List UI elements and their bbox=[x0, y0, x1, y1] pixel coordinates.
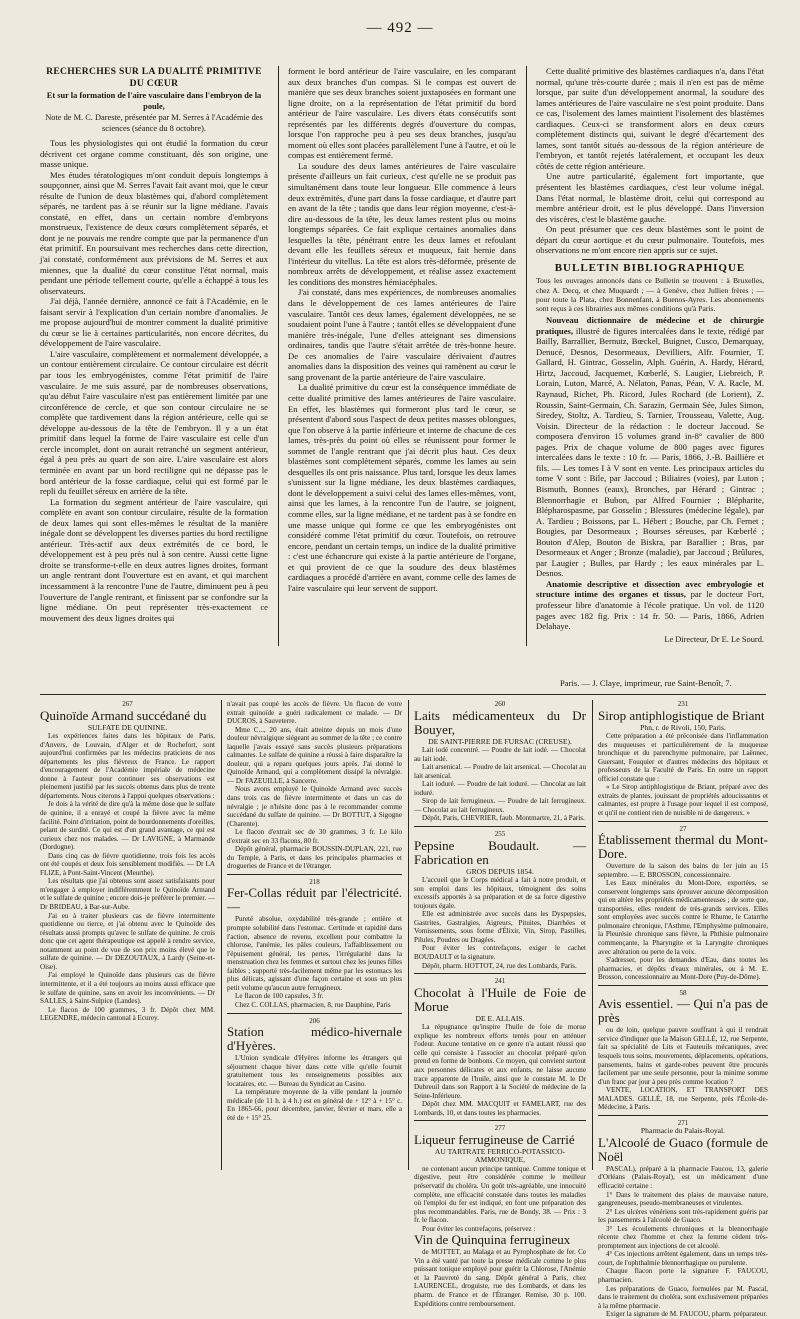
editor-signature: Le Directeur, Dr E. Le Sourd. bbox=[664, 634, 764, 644]
article-paragraph: forment le bord antérieur de l'aire vasculaire, en les comparant aux deux branches d'un compas. Si le compas est ouvert de manière que ses deux branches soient juxtaposées en formant une ligne droite, on a la représentation de l'état primitif du bord antérieur de l'aire vasculaire. Les divers états consécutifs sont représentés par les différents degrés d'ouverture du compas, lorsque l'on rapproche peu à peu ses deux branches, jusqu'au moment où elles sont placées parallèlement l'une à l'autre, et où le compas est entièrement fermé. bbox=[288, 66, 516, 161]
ad-text: « Le Sirop antiphlogistique de Briant, préparé avec des extraits de plantes, jouissant de propriétés adoucissantes et calmantes, est propre à l'usage pour lequel il est composé, et qu'il ne contient rien de nuisible ni de dangereux. » bbox=[598, 783, 768, 818]
ad-title: Liqueur ferrugineuse de Carrié bbox=[414, 1131, 575, 1147]
ad-separator bbox=[598, 821, 768, 822]
article-paragraph: Mes études tératologiques m'ont conduit depuis longtemps à soupçonner, ainsi que M. Serres l'avait fait avant moi, que le cœur résulte de l'union de deux blastèmes qui, d'abord complètement séparés, ne tardent pas à se réunir sur la ligne médiane. J'avais constaté, en effet, dans un certain nombre d'embryons monstrueux, l'existence de deux cœurs complètement séparés, et dont je ne pouvais me rendre compte que par la permanence d'un état primitif. En poursuivant mes recherches dans cette direction, j'ai constaté, conformément aux prévisions de M. Serres et aux miennes, que la dualité du cœur constitue l'état normal, mais pendant une période tellement courte, qu'elle a échappé à tous les observateurs. bbox=[40, 169, 268, 296]
section-divider bbox=[582, 259, 719, 260]
ad-text: n'avait pas coupé les accès de fièvre. Un flacon de votre extrait quinoïde a guéri radicalement ce malade. — Dr DUCROS, à Sauveterre. bbox=[227, 700, 402, 726]
bulletin-intro: Tous les ouvrages annoncés dans ce Bulletin se trouvent : à Bruxelles, chez A. Decq, et chez Muquardt ; — à Genève, chez Jullien frères ; — pour toute la Plata, chez Bonnenfant, à Buenos-Ayres. Les abonnements sont reçus à ces librairies aux mêmes conditions qu'à Paris. bbox=[536, 276, 764, 313]
ad-text: Dans cinq cas de fièvre quotidienne, trois fois les accès ont été coupés et deux fois sensiblement modifiés. — Dr LA FLIZE, à Pont-Saint-Vincent (Meurthe). bbox=[40, 851, 215, 877]
ad-text: Mme C..., 20 ans, était atteinte depuis un mois d'une douleur névralgique siégeant au sommet de la tête ; ce contre laquelle j'avais essayé sans succès plusieurs préparations calmantes. Le sulfate de quinine a réussi à faire disparaître la douleur, qui a reparu quelques jours après. J'ai donné le Quinoïde Armand, qui a complètement dissipé la névralgie. — Dr FAZEUILLE, à Sancerre. bbox=[227, 725, 402, 785]
ad-text: J'ai eu à traiter plusieurs cas de fièvre intermittente quotidienne ou tierce, et j'ai obtenu avec le Quinoïde des résultats aussi prompts qu'avec le sulfate de quinine. Je crois donc que cet agent thérapeutique est appelé à rendre service, notamment au point de vue de son prix moins élevé que le sulfate de quinine. — Dr DEZOUTAUX, à Lardy (Seine-et-Oise). bbox=[40, 911, 215, 971]
ad-number: 27 bbox=[679, 824, 687, 833]
ad-text: ou de loin, quelque pauvre souffrant à qui il rendrait service d'indiquer que la Maison GELLÉ, 12, rue Serpente, fait sa spécialité de Lits et Fauteuils mécaniques, avec lesquels tous soins, mouvements, déplacements, opérations, pansements, bains et garde-robes peuvent être procurés facilement par une seule personne, pour la minime somme d'un franc par jour à peu près comme location ? bbox=[598, 1026, 768, 1086]
ads-column-4 bbox=[598, 700, 768, 1319]
ad-text: Dépôt chez MM. MACQUIT et FAMELART, rue des Lombards, 10, et dans toutes les pharmacies. bbox=[414, 1100, 586, 1117]
article-paragraph: Cette dualité primitive des blastèmes cardiaques n'a, dans l'état normal, qu'une très-courte durée ; mais il n'en est pas de même lorsque, par suite d'un développement anormal, la soudure des lames antérieures de l'aire vasculaire ne s'est point produite. Dans ce cas, l'isolement des lames maintient l'isolement des blastèmes cardiaques. Ceux-ci se transforment alors en deux cœurs complètement distincts qui, suivant le degré d'écartement des lames, sont tantôt situés au-dessous de la région antérieure de l'embryon, et tantôt rejetés latéralement, et occupant les deux côtés de cette région antérieure. bbox=[536, 66, 764, 171]
ad-title: Station médico-hivernale d'Hyères. bbox=[227, 1024, 402, 1054]
article-paragraph: On peut présumer que ces deux blastèmes sont le point de départ du cœur aortique et du cœur pulmonaire. Toutefois, mes observations ne m'ont encore rien appris sur ce sujet. bbox=[536, 224, 764, 256]
ad-text: de MOTTET, au Malaga et au Pyrophosphate de fer. Ce Vin a été vanté par toute la presse médicale comme le plus puissant tonique employé pour guérir la Chlorose, l'Anémie et la Pauvreté du sang. Dépôt général à Paris, chez LAURENCEL, droguiste, rue des Lombards, et dans les pharm. de France et de l'Étranger. Remise, 30 p. 100. Expéditions contre remboursement. bbox=[414, 1248, 586, 1308]
ads-column-2 bbox=[227, 700, 402, 1170]
ad-text: Lait arsenical. — Poudre de lait arsenical. — Chocolat au lait arsenical. bbox=[414, 763, 586, 780]
ad-title: Quinoïde Armand succédané du bbox=[40, 707, 207, 723]
bulletin-title: BULLETIN BIBLIOGRAPHIQUE bbox=[554, 261, 746, 274]
ad-text: Les résultats que j'ai obtenus sont assez satisfaisants pour m'engager à employer indifféremment le Quinoïde Armand et le sulfate de quinine ; encore dois-je préférer le premier. — Dr BRIDEAU, à Bar-sur-Aube. bbox=[40, 877, 215, 912]
ad-separator bbox=[414, 973, 586, 974]
bulletin-entry bbox=[536, 579, 764, 632]
ad-text: Chez C. COLLAS, pharmacien, 8, rue Dauphine, Paris bbox=[235, 1000, 391, 1009]
ad-text: 1° Dans le traitement des plaies de mauvaise nature, gangreneuses, pseudo-membraneuses et virulentes. bbox=[598, 1190, 768, 1208]
article-note: Note de M. C. Dareste, présentée par M. Serres à l'Académie des sciences (séance du 8 octobre). bbox=[45, 113, 263, 133]
article-paragraph: J'ai constaté, dans mes expériences, de nombreuses anomalies dans le développement de ces lames antérieures de l'aire vasculaire. Tantôt ces deux lames, également développées, ne se soudaient point l'une à l'autre ; tantôt elles se développaient d'une manière très-inégale, l'une d'elles atteignant ses dimensions ordinaires, tandis que l'autre s'était arrêtée de très-bonne heure. De ces anomalies de l'aire vasculaire dérivaient d'autres anomalies dans la disposition des veines qui ramènent au cœur le sang provenant de la partie antérieure de l'aire vasculaire. bbox=[288, 287, 516, 382]
article-paragraph: Une autre particularité, également fort importante, que présentent les blastèmes cardiaques, c'est leur volume inégal. Dans l'état normal, le blastème droit, celui qui correspond au membre antérieur droit, est le plus développé. Dans l'inversion des viscères, c'est le blastème gauche. bbox=[536, 171, 764, 224]
ad-text: 4° Ces injections arrêtent également, dans un temps très-court, de l'ophthalmie blennorrhagique ou purulente. bbox=[598, 1250, 768, 1267]
ad-text: PASCAL), préparé à la pharmacie Faucou, 13, galerie d'Orléans (Palais-Royal), est un médicament d'une efficacité certaine : bbox=[598, 1164, 768, 1190]
column-divider bbox=[278, 66, 279, 646]
article-column-1 bbox=[40, 66, 268, 648]
ad-text: Pour éviter les contrefaçons, exiger le cachet BOUDAULT et la signature. bbox=[414, 944, 586, 962]
article-column-2 bbox=[288, 66, 516, 648]
ad-text: ne contenant aucun principe tannique. Comme tonique et digestive, peut être considérée comme le meilleur préservatif du choléra. Un goût très-agréable, une innocuité complète, une efficacité constatée dans toutes les maladies où l'emploi du fer est indiqué, en font une préparation des plus recommandables. Paris, rue de Bondy, 38. — Prix : 3 fr. le flacon. bbox=[414, 1164, 586, 1225]
page-number: — 492 — bbox=[366, 20, 434, 36]
article-title: RECHERCHES SUR LA DUALITÉ PRIMITIVE DU CŒUR bbox=[46, 66, 262, 89]
ad-separator bbox=[227, 874, 402, 875]
ad-number: 277 bbox=[494, 1124, 506, 1133]
bulletin-entry-body: par le docteur Fort, professeur libre d'anatomie à l'école pratique. Un vol. de 1120 pages avec 182 fig. Prix : 14 fr. 50. — Paris, 1866, Adrien Delahaye. bbox=[536, 589, 764, 632]
column-divider bbox=[526, 66, 527, 646]
column-divider bbox=[408, 700, 409, 1170]
article-subtitle: Et sur la formation de l'aire vasculaire dans l'embryon de la poule, bbox=[46, 91, 262, 111]
ad-text: Les préparations de Guaco, formulées par M. Pascal, dans le traitement du choléra, sont exclusivement préparées à la même pharmacie. bbox=[598, 1284, 768, 1310]
ad-subtitle: AU TARTRATE FERRICO-POTASSICO-AMMONIQUE, bbox=[434, 1146, 566, 1165]
article-paragraph: Tous les physiologistes qui ont étudié la formation du cœur décrivent cet organe comme constituant, dès son origine, une masse unique. bbox=[40, 138, 268, 170]
ad-text: Dépôt, Paris, CHEVRIER, faub. Montmartre, 21, à Paris. bbox=[422, 814, 585, 823]
ad-separator bbox=[414, 1120, 586, 1121]
ad-number: 260 bbox=[494, 700, 506, 708]
ad-separator bbox=[598, 985, 768, 986]
ad-subtitle: Phn, r. de Rivoli, 150, Paris. bbox=[640, 722, 726, 732]
ad-text: Lait ioduré. — Poudre de lait ioduré. — Chocolat au lait ioduré. bbox=[414, 780, 586, 797]
ad-text: Les expériences faites dans les hôpitaux de Paris, d'Anvers, de Louvain, d'Alger et de Rochefort, sont aujourd'hui confirmées par les médecins praticiens de nos départements les plus fiévreux de France. Le rapport d'encouragement de l'Académie impériale de médecine donne à l'auteur pour continuer ses observations est pleinement justifié par les succès obtenus dans plus de trente départements. Nous citerons à l'appui quelques observations : bbox=[40, 732, 215, 800]
article-paragraph: J'ai déjà, l'année dernière, annoncé ce fait à l'Académie, en le faisant servir à l'explication d'un certain nombre d'anomalies. Je me propose aujourd'hui de montrer comment la dualité primitive du cœur se lie à certaines particularités, non encore décrites, du développement de l'aire vasculaire. bbox=[40, 296, 268, 349]
ad-subtitle: SULFATE DE QUININE. bbox=[87, 722, 168, 732]
ad-number: 206 bbox=[309, 1016, 320, 1025]
ad-number: 231 bbox=[677, 700, 689, 708]
ad-text: Dépôt, pharm. HOTTOT, 24, rue des Lombards, Paris. bbox=[422, 961, 577, 970]
ad-subtitle: DE SAINT-PIERRE DE FURSAC (CREUSE). bbox=[428, 736, 572, 746]
ad-title: L'Alcoolé de Guaco (formule de Noël bbox=[598, 1134, 768, 1164]
ad-subtitle: Pharmacie du Palais-Royal. bbox=[640, 1126, 726, 1136]
ad-text: 3° Les écoulements chroniques et la blennorrhagie récente chez l'homme et chez la femme cèdent très-promptement aux injections de cet alcoolé. bbox=[598, 1224, 768, 1250]
ad-subtitle: GROS DEPUIS 1854. bbox=[466, 866, 534, 876]
ad-text: S'adresser, pour les demandes d'Eau, dans toutes les pharmacies, et dépôts d'eaux minérales, ou à M. E. Brosson, concessionnaire au Mont-Dore (Puy-de-Dôme). bbox=[598, 956, 768, 982]
ad-subtitle: DE E. ALLAIS. bbox=[475, 1013, 525, 1023]
ad-text: Chaque flacon porte la signature F. FAUCOU, pharmacien. bbox=[598, 1267, 768, 1284]
bulletin-entry bbox=[536, 315, 764, 579]
ad-text: Pureté absolue, oxydabilité très-grande ; entière et prompte solubilité dans l'estomac. Certitude et rapidité dans l'action, absence de revenu, excellent pour combattre la chlorose, l'anémie, les pâles couleurs, l'affaiblissement ou l'épuisement général, les pertes, l'irrégularité dans la menstruation chez les femmes et surtout chez les jeunes filles faibles ; supporté très-facilement même par les estomacs les plus délicats, agissant d'une façon certaine et sous un plus petit volume qu'aucun autre ferrugineux. bbox=[227, 915, 402, 992]
ad-title: Avis essentiel. — Qui n'a pas de près bbox=[598, 996, 768, 1026]
ad-number: 241 bbox=[494, 977, 506, 986]
ad-separator bbox=[598, 1115, 768, 1116]
article-column-3 bbox=[536, 66, 764, 666]
ad-title: Laits médicamenteux du Dr Bouyer, bbox=[414, 707, 586, 737]
article-paragraph: La formation du segment antérieur de l'aire vasculaire, qui complète en avant son contour circulaire, résulte de la formation de deux lames qui sont elles-mêmes le résultat de la manière inégale dont se développent les diverses parties du bord rectiligne antérieur. Très-actif aux deux extrémités de ce bord, le développement est à peu près nul à son centre. Aussi cette ligne droite se transforme-t-elle en deux autres lignes droites, formant un angle rentrant dont l'ouverture est en avant, et qui marchent incessamment à la rencontre l'une de l'autre, diminuent peu à peu l'ouverture de l'angle rentrant, et finissent par se confondre sur la ligne médiane. On peut représenter très-exactement ce mouvement des deux lignes droites qui bbox=[40, 496, 268, 623]
ad-text: Elle est administrée avec succès dans les Dyspepsies, Gastrites, Gastralgies, Aigreurs, Pituites, Diarrhées et Vomissements, sous forme d'Élixir, Vin, Sirop, Pastilles, Pilules, Poudres ou Dragées. bbox=[414, 910, 586, 944]
ad-title: Sirop antiphlogistique de Briant bbox=[598, 707, 765, 723]
ad-number: 218 bbox=[309, 877, 320, 886]
ad-separator bbox=[227, 1013, 402, 1014]
ad-text: Le flacon de 100 grammes, 3 fr. Dépôt chez MM. LEGENDRE, médecin cantonal à Ecurey. bbox=[40, 1005, 215, 1023]
ad-number: 255 bbox=[494, 830, 506, 839]
bulletin-entry-head: Nouveau dictionnaire de médecine et de chirurgie pratiques, bbox=[536, 315, 764, 336]
ad-text: Cette préparation a été préconisée dans l'inflammation des muqueuses et particulièrement de la muqueuse bronchique et du parenchyme pulmonaire, par Laënnec, Guersant, Fouquier et d'autres médecins des hôpitaux et professeurs de la Faculté de Paris. En outre un rapport officiel constate que : bbox=[598, 732, 768, 783]
article-paragraph: La dualité primitive du cœur est la conséquence immédiate de cette dualité primitive des lames antérieures de l'aire vasculaire. En effet, les blastèmes qui formeront plus tard le cœur, se présentent d'abord sous l'aspect de deux petites masses oblongues, que l'on observe à la partie inférieure et interne de chacune de ces lames, très-près du point où elles se réunissent pour former le sommet de l'angle rentrant que j'ai décrit plus haut. Ces deux blastèmes sont complètement séparés, comme les lames au sein desquelles ils ont pris naissance. Plus tard, lorsque les deux lames s'unissent sur la ligne médiane, les deux blastèmes cardiaques, dont le développement a suivi celui des lames elles-mêmes, vont, ainsi que les lames, à la rencontre l'un de l'autre, se joignent, comme elles, sur la ligne médiane, et ne tardent pas à se fondre en une masse unique qui forme ce que les embryogénistes ont considéré comme l'état primitif du cœur. Toutefois, on retrouve encore, pendant un certain temps, un indice de la dualité primitive : c'est une échancrure qui existe à la partie antérieure de l'organe, et qui provient de ce que la soudure des deux blastèmes cardiaques a procédé d'arrière en avant, comme celle des lames de l'aire vasculaire qui leur servent de support. bbox=[288, 382, 516, 593]
ads-column-3 bbox=[414, 700, 586, 1308]
ad-text: J'ai employé le Quinoïde dans plusieurs cas de fièvre intermittente, et il a été toujours au moins aussi efficace que le sulfate de quinine, sans en avoir les inconvénients. — Dr SALLES, à Saint-Sulpice (Landes). bbox=[40, 971, 215, 1006]
ad-text: Nous avons employé le Quinoïde Armand avec succès dans trois cas de fièvre intermittente et dans un cas de névralgie ; je n'hésite donc pas à le recommander comme succédané du sulfate de quinine. — Dr BOTTUT, à Sigogne (Charente). bbox=[227, 785, 402, 828]
bulletin-entry-body: illustré de figures intercalées dans le texte, rédigé par Bailly, Barrallier, Bernutz, Bœckel, Buignet, Cusco, Demarquay, Denucé, Desnos, Desormeaux, Devilliers, Alfr. Fournier, T. Gallard, H. Gintrac, Gosselin, Alph. Guérin, A. Hardy, Hérard, Hirtz, Jaccoud, Jacquemet, Kœberlé, S. Laugier, Liebreich, P. Lorain, Luton, Marcé, A. Nélaton, Panas, Péan, V. A. Racle, M. Raynaud, Richet, Ph. Ricord, Jules Rochard (de Lorient), Z. Roussin, Saint-Germain, Ch. Sarazin, Germain Sée, Jules Simon, Siredey, Stoltz, A. Tardieu, S. Tarnier, Trousseau, Valette, Aug. Voisin. Directeur de la rédaction : le docteur Jaccoud. Se composera d'environ 15 volumes grand in-8° cavalier de 800 pages. Prix de chaque volume de 800 pages avec figures intercalées dans le texte : 10 fr. — Paris, 1866, J.-B. Baillière et fils. — Les tomes I à V sont en vente. Les principaux articles du tome V sont : Bile, par Jaccoud ; Biliaires (voies), par Luton ; Bismuth, Bonnes (eaux), Bronches, par Hérard ; Gintrac ; Blennorrhagie et Bubon, par Alfred Fournier ; Blépharite, Blépharospasme, par Gosselin ; Blessures (médecine légale), par A. Tardieu ; Boissons, par L. Hébert ; Bouche, par Ch. Fernet ; Bougies, par Desormeaux ; Bourses séreuses, par Kœberlé ; Bouton d'Alep, Bouton de Biskra, par Barallier ; Bras, par Desormeaux et Anger ; Bronze (maladie), par Jaccoud ; Brûlures, par Laugier ; Bulles, par Hardy ; les eaux minérales par L. Desnos. bbox=[536, 325, 764, 579]
ad-text: Dépôt général, pharmacie BOUSSIN-DUPLAN, 221, rue du Temple, à Paris, et dans les principales pharmacies et drogueries de France et de l'étranger. bbox=[227, 845, 402, 871]
ad-text: Exiger la signature de M. FAUCOU, pharm. préparateur. bbox=[606, 1310, 768, 1319]
ad-number: 271 bbox=[677, 1118, 689, 1127]
ad-text: Je dois à la vérité de dire qu'à la même dose que le sulfate de quinine, il a enrayé et coupé la fièvre avec la même facilité. Point d'irritation, point de bourdonnements d'oreilles, pelant de surdité. Ce qui est d'un grand avantage, ce qui est curieux chez nos malades. — Dr LAVIGNE, à Marmande (Dordogne). bbox=[40, 800, 215, 852]
ad-text: Le flacon de 100 capsules, 3 fr. bbox=[235, 992, 324, 1001]
ad-text: Sirop de lait ferrugineux. — Poudre de lait ferrugineux. — Chocolat au lait ferrugineux. bbox=[414, 797, 586, 814]
column-divider bbox=[221, 700, 222, 1170]
article-paragraph: La soudure des deux lames antérieures de l'aire vasculaire présente d'ailleurs un fait curieux, c'est qu'elle ne se produit pas simultanément dans toute leur longueur. Elle commence à leurs deux extrémités, d'une part dans la fosse cardiaque, et d'autre part en avant de la tête ; tandis que dans leur région moyenne, c'est-à-dire au-dessous de la tête, les deux lames restent plus ou moins longtemps séparées. Ce fait explique certaines anomalies dans lesquelles la tête, pénétrant entre les deux lames et refoulant devant elle les feuillets séreux et muqueux, fait hernie dans l'intérieur du vitellus. La tête est alors très-déformée, présente de nombreux arrêts de développement, et réalise assez exactement les conditions des monstres hémiacéphales. bbox=[288, 160, 516, 287]
column-divider bbox=[592, 700, 593, 1170]
ad-text: L'Union syndicale d'Hyères informe les étrangers qui séjournent chaque hiver dans cette ville qu'elle fournit gratuitement tous les renseignements possibles aux locataires, etc. — Bureau du Syndicat au Casino. bbox=[227, 1054, 402, 1088]
ad-title: Chocolat à l'Huile de Foie de Morue bbox=[414, 984, 586, 1014]
ad-text: Lait iodé concentré. — Poudre de lait iodé. — Chocolat au lait iodé. bbox=[414, 746, 586, 763]
ad-separator bbox=[414, 826, 586, 827]
ad-text: La répugnance qu'inspire l'huile de foie de morue explique les nombreux efforts tentés pour en atténuer l'odeur. Aucune tentative en ce genre n'a autant réussi que celle qui consiste à l'associer au chocolat préparé qu'on prend en forme de bonbons. Ce moyen, qui convient surtout aux personnes délicates et aux enfants, ne laisse aucune trace apparente de l'huile, ainsi que le constate M. le Dr Dubreuil dans son Rapport à la Société de médecine de la Seine-Inférieure. bbox=[414, 1023, 586, 1100]
ad-title: Pepsine Boudault. — Fabrication en bbox=[414, 837, 586, 867]
ad-text: 2° Les ulcères vénériens sont très-rapidement guéris par les pansements à l'alcoolé de Guaco. bbox=[598, 1207, 768, 1225]
ad-text: Ouverture de la saison des bains du 1er juin au 15 septembre. — E. BROSSON, concessionnaire. bbox=[598, 862, 768, 879]
ad-text: Les Eaux minérales du Mont-Dore, exportées, se conservent longtemps sans éprouver aucune décomposition qui en altère les propriétés médicamenteuses ; de sorte que, transportées, elles rendent de très-grands services. Elles sont employées avec succès contre le Rhume, le Catarrhe pulmonaire chronique, l'Asthme, l'Emphysème pulmonaire, la Pleurésie chronique sans fièvre, la Phthisie pulmonaire commençante, la Pharyngite et la Laryngite chroniques avec altération ou perte de la voix. bbox=[598, 879, 768, 956]
ad-number: 58 bbox=[679, 988, 687, 997]
ad-text: VENTE, LOCATION, ET TRANSPORT DES MALADES. GELLÉ, 18, rue Serpente, près l'École-de-Médecine, à Paris. bbox=[598, 1086, 768, 1112]
ad-text: Pour éviter les contrefaçons, préservez : bbox=[422, 1224, 536, 1233]
ad-text: Le flacon d'extrait sec de 30 grammes, 3 fr. Le kilo d'extrait sec en 33 flacons, 80 fr. bbox=[227, 828, 402, 845]
article-paragraph: L'aire vasculaire, complètement et normalement développée, a un contour entièrement circulaire. Ce contour circulaire est décrit par tous les embryogénistes, comme l'état primitif de l'aire vasculaire. Je me suis assuré, par de nombreuses observations, qu'au début l'aire vasculaire n'est pas entièrement limitée par une circonférence de cercle, et que son contour circulaire ne se complète que tardivement dans la région antérieure, celle qui se développe au-dessous de la tête de l'embryon. Il y a un état primitif dans lequel la forme de l'aire vasculaire est celle d'un cercle incomplet, dont on aurait retranché un segment antérieur, égal à peu près au quart de son aire. L'aire vasculaire est alors terminée en avant par un bord rectiligne qui ne dépasse pas le bord antérieur de la fosse cardiaque, celui qui est formé par le repli du feuillet séreux en arrière de la tête. bbox=[40, 348, 268, 497]
ad-text: L'accueil que le Corps médical a fait à notre produit, et son emploi dans les hôpitaux, témoignent des soins excessifs apportés à sa préparation et de sa force digestive toujours égale. bbox=[414, 876, 586, 910]
ad-title: Établissement thermal du Mont-Dore. bbox=[598, 832, 768, 862]
ad-title: Vin de Quinquina ferrugineux bbox=[414, 1232, 571, 1248]
ad-title: Fer-Collas réduit par l'électricité. — bbox=[227, 885, 402, 915]
ad-text: La température moyenne de la ville pendant la journée médicale (de 11 h. à 4 h.) est en général de + 12° à + 15° c. En 1865-66, pour décembre, janvier, février et mars, elle a été de + 15° 25. bbox=[227, 1088, 402, 1122]
bulletin-entry-head: Anatomie descriptive et dissection avec embryologie et structure intime des organes et tissus, bbox=[536, 578, 764, 600]
ads-column-1 bbox=[40, 700, 215, 1170]
section-rule bbox=[40, 694, 766, 695]
printer-line: Paris. — J. Claye, imprimeur, rue Saint-Benoît, 7. bbox=[560, 678, 732, 688]
ad-number: 267 bbox=[122, 700, 133, 708]
